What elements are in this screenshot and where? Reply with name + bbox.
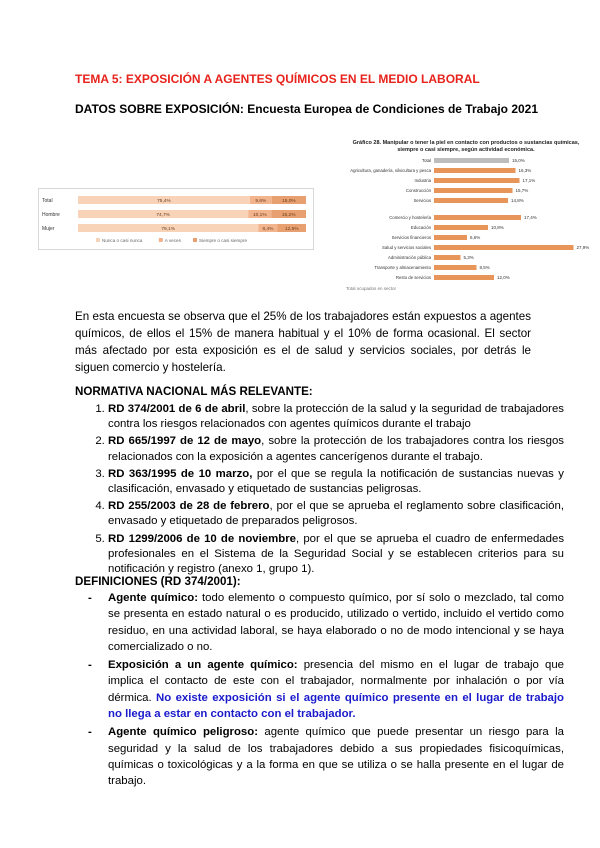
normativa-item	[108, 434, 564, 464]
legend-label: Siempre o casi siempre	[199, 238, 247, 243]
normativa-ref: RD 1299/2006 de 10 de noviembre	[108, 532, 296, 545]
bar	[434, 275, 494, 280]
legend-swatch	[193, 238, 197, 242]
chart-title-line2: siempre o casi siempre, según actividad económica.	[397, 147, 535, 153]
bar-value-label: 14,8%	[511, 198, 524, 203]
category-label: Industria	[414, 178, 431, 183]
category-label: Administración pública	[388, 255, 431, 260]
definicion-item	[108, 590, 564, 655]
category-label: Resto de servicios	[395, 275, 431, 280]
normativa-item	[108, 467, 564, 497]
bar-value-label: 12,0%	[497, 275, 510, 280]
legend-swatch	[159, 238, 163, 242]
bar-value-label: 10,8%	[491, 225, 504, 230]
bar-value-label: 27,9%	[576, 245, 590, 250]
activity-bar-chart	[338, 134, 595, 294]
normativa-heading: NORMATIVA NACIONAL MÁS RELEVANTE:	[75, 385, 313, 398]
normativa-text: , sobre la protección de la salud y la seguridad de trabajadores contra los riesgos relacionados con agentes químicos durante el trabajo	[108, 403, 564, 431]
category-label: Servicios	[413, 198, 431, 203]
normativa-text: , por el que se aprueba el cuadro de enfermedades profesionales en el Sistema de la Seguridad Social y se establecen criterios para su notificación y registro (anexo 1, grupo 1).	[108, 532, 565, 576]
category-label: Agricultura, ganadería, silvicultura y pesca	[350, 168, 431, 173]
bar-value-label: 79,1%	[161, 227, 175, 232]
bar	[434, 178, 520, 183]
definicion-item	[108, 657, 564, 722]
sex-stacked-bar-chart	[38, 188, 314, 250]
bar-value-label: 10,1%	[253, 213, 267, 218]
definicion-highlight: No existe exposición si el agente químico presente en el lugar de trabajo no llega a estar en contacto con el trabajador.	[108, 691, 564, 721]
definicion-term: Agente químico:	[108, 592, 199, 604]
category-label: Servicios financieros	[391, 235, 431, 240]
bar-value-label: 12,5%	[284, 227, 299, 232]
category-label: Comercio y hostelería	[389, 215, 431, 220]
legend-label: A veces	[164, 238, 181, 243]
bar	[434, 188, 513, 193]
definicion-term: Exposición a un agente químico:	[108, 659, 298, 672]
category-label: Salud y servicios sociales	[382, 245, 431, 250]
category-label: Total	[42, 198, 53, 204]
normativa-text: , sobre la protección de los trabajadores contra los riesgos relacionados con la exposición a agentes cancerígenos durante el trabajo.	[108, 435, 564, 463]
category-label: Hombre	[42, 212, 60, 218]
bar-value-label: 15,2%	[281, 213, 296, 218]
normativa-list	[75, 402, 564, 579]
bar	[434, 245, 574, 250]
definicion-term: Agente químico peligroso:	[108, 726, 259, 739]
normativa-text: por el que se regula la notificación de sustancias nuevas y clasificación, envasado y etiquetado de sustancias peligrosas.	[108, 467, 564, 496]
category-label: Total	[421, 158, 431, 163]
normativa-ref: RD 374/2001 de 6 de abril	[108, 403, 246, 415]
normativa-item	[108, 402, 564, 432]
category-label: Mujer	[42, 226, 55, 232]
bar-value-label: 17,1%	[522, 178, 536, 183]
definiciones-list	[75, 590, 564, 792]
legend-swatch	[96, 238, 100, 242]
bar	[434, 255, 461, 260]
category-label: Transporte y almacenamiento	[374, 265, 431, 270]
document-subtitle: DATOS SOBRE EXPOSICIÓN: Encuesta Europea de Condiciones de Trabajo 2021	[75, 102, 539, 116]
bar-value-label: 74,7%	[156, 213, 170, 218]
document-title: TEMA 5: EXPOSICIÓN A AGENTES QUÍMICOS EN EL MEDIO LABORAL	[75, 72, 480, 86]
chart-title-line1: Gráfico 28. Manipular o tener la piel en contacto con productos o sustancias químicas,	[352, 140, 580, 146]
category-label: Educación	[410, 225, 431, 230]
bar	[434, 198, 508, 203]
bar-value-label: 5,3%	[463, 255, 474, 260]
bar-value-label: 8,5%	[479, 265, 490, 270]
normativa-ref: RD 363/1995 de 10 marzo,	[108, 467, 253, 480]
bar	[434, 225, 488, 230]
bar-value-label: 15,0%	[512, 158, 525, 163]
definicion-text: todo elemento o compuesto químico, por sí solo o mezclado, tal como se presenta en estado natural o es producido, utilizado o vertido, incluido el vertido como residuo, en una actividad laboral, se haya elaborado o no de modo intencional y se haya comercializado o no.	[108, 592, 564, 653]
definicion-item	[108, 724, 564, 789]
bar-value-label: 6,6%	[470, 235, 481, 240]
definicion-text: presencia del mismo en el lugar de trabajo que implica el contacto de este con el trabajador, normalmente por inhalación o por vía dérmica.	[108, 659, 564, 704]
legend-label: Nunca o casi nunca	[102, 238, 143, 243]
bar-value-label: 8,4%	[262, 227, 274, 232]
normativa-text: , por el que se aprueba el reglamento sobre clasificación, envasado y etiquetado de preparados peligrosos.	[108, 500, 564, 528]
bar-value-label: 9,6%	[255, 199, 267, 204]
bar	[434, 168, 516, 173]
definicion-text: agente químico que puede presentar un riesgo para la seguridad y la salud de los trabajadores debido a sus propiedades fisicoquímicas, químicas o toxicológicas y a la forma en que se utiliza o se halla presente en el lugar de trabajo.	[108, 726, 564, 788]
bar	[434, 265, 477, 270]
normativa-ref: RD 255/2003 de 28 de febrero	[108, 500, 270, 513]
bar-value-label: 15,0%	[282, 199, 296, 204]
chart-footnote: Total ocupados en sector	[346, 286, 397, 291]
normativa-item	[108, 532, 564, 578]
definiciones-heading: DEFINICIONES (RD 374/2001):	[75, 575, 241, 588]
bar-value-label: 75,4%	[157, 199, 171, 204]
category-label: Construcción	[405, 188, 431, 193]
normativa-ref: RD 665/1997 de 12 de mayo	[108, 435, 262, 448]
intro-paragraph: En esta encuesta se observa que el 25% de los trabajadores están expuestos a agentes químicos, de ellos el 15% de manera habitual y el 10% de forma ocasional. El sector más afectado por esta exposición es el de salud y servicios sociales, por detrás le siguen comercio y hostelería.	[75, 310, 531, 374]
bar	[434, 215, 521, 220]
normativa-item	[108, 499, 564, 529]
bar	[434, 158, 509, 163]
bar-value-label: 15,7%	[515, 188, 529, 193]
bar	[434, 235, 467, 240]
bar-value-label: 16,3%	[518, 168, 532, 173]
bar-value-label: 17,4%	[524, 215, 537, 220]
